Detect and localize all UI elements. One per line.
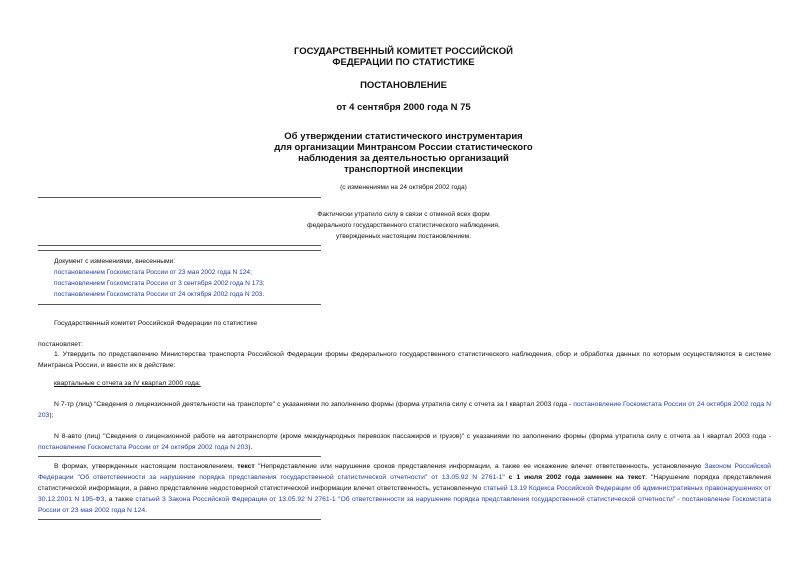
final-text: : "Нарушение порядка представления статистической информации, а равно представление недостоверной статистической информации влечет ответственность, установленную (38, 474, 771, 492)
form-item-end: ); (49, 412, 54, 419)
final-text: " (502, 474, 509, 481)
law-link[interactable]: Законом Российской Федерации "Об ответственности за нарушение порядка представления государственной статистической отчетности" от 13.05.92 N 2761-1 (38, 463, 771, 481)
title-line-2: для организации Минтрансом России статистического (274, 142, 533, 153)
changes-note: (с изменениями на 24 октября 2002 года) (340, 184, 467, 191)
title-line-3: наблюдения за деятельностью организаций (298, 153, 509, 164)
final-text: текст (237, 463, 255, 470)
amendment-link[interactable]: постановлением Госкомстата России от 23 мая 2002 года N 124; (54, 269, 252, 276)
form-item-8avto (38, 431, 771, 453)
form-item-7tr (38, 399, 771, 421)
amendments-intro: Документ с изменениями, внесенными: (54, 258, 176, 265)
amendment-link[interactable]: постановлением Госкомстата России от 24 октября 2002 года N 203. (54, 291, 265, 298)
form-item-text: N 7-тр (лиц) "Сведения о лицензионной деятельности на транспорте" с указаниями по заполнению формы (форма утратила силу с отчета за I квартал 2003 года - (54, 401, 574, 408)
form-item-text: N 8-авто (лиц) "Сведения о лицензионной работе на автотранспорте (кроме международных перевозок пассажиров и грузов)" с указаниями по заполнению формы (форма утратила силу с отчета за I квартал 2003 года - (54, 433, 771, 440)
title-line-1: Об утверждении статистического инструментария (284, 131, 523, 142)
final-paragraph (38, 461, 771, 516)
code-article-link[interactable]: статьей 13.19 Кодекса Российской Федерации об административных правонарушениях от 30.12.2001 N 195-ФЗ (38, 485, 771, 503)
void-note-line-2: федерального государственного статистического наблюдения, (307, 222, 500, 229)
paragraph-1: 1. Утвердить по представлению Министерства транспорта Российской Федерации формы федерального государственного статистического наблюдения, сбор и обработка данных по которым осуществляются в системе Минтранса России, и ввести их в действие: (38, 351, 771, 369)
doc-type: ПОСТАНОВЛЕНИЕ (360, 80, 447, 91)
divider (38, 519, 321, 520)
final-text: , а также (104, 496, 136, 503)
divider (38, 245, 321, 246)
void-note-line-3: утвержденных настоящим постановлением. (335, 233, 472, 240)
divider (38, 456, 321, 457)
title-line-4: транспортной инспекции (344, 164, 463, 175)
amendment-link[interactable]: постановление Госкомстата России от 24 октября 2002 года N 203 (38, 401, 771, 419)
final-text: В формах, утвержденных настоящим постановлением, (54, 463, 238, 470)
quarterly-heading: квартальные с отчета за IV квартал 2000 года: (54, 380, 201, 387)
issuer-name: Государственный комитет Российской Федерации по статистике (54, 320, 258, 327)
void-note-line-1: Фактически утратило силу в связи с отменой всех форм (317, 211, 490, 218)
final-text: . (145, 507, 148, 514)
amendment-link[interactable]: постановлением Госкомстата России от 3 сентября 2002 года N 173; (54, 280, 265, 287)
org-name-line2: ФЕДЕРАЦИИ ПО СТАТИСТИКЕ (332, 57, 475, 68)
org-name-line1: ГОСУДАРСТВЕННЫЙ КОМИТЕТ РОССИЙСКОЙ (293, 46, 514, 57)
divider (38, 197, 321, 198)
final-text: с 1 июля 2002 года заменен на текст (508, 474, 646, 481)
resolves-label: постановляет: (38, 341, 83, 348)
form-item-end: ). (248, 444, 253, 451)
divider (38, 250, 321, 251)
law-article-link[interactable]: статьей 3 Закона Российской Федерации от 13.05.92 N 2761-1 "Об ответственности за нарушение порядка представления государственной статистической отчетности" - постановление Госкомстата России от 23 мая 2002 года N 124 (38, 496, 771, 514)
final-text: "Непредставление или нарушение сроков представления информации, а также ее искажение влечет ответственность, установленную (254, 463, 705, 470)
amendment-link[interactable]: постановление Госкомстата России от 24 октября 2002 года N 203 (38, 444, 249, 451)
divider (38, 304, 321, 305)
date-number: от 4 сентября 2000 года N 75 (336, 102, 471, 113)
